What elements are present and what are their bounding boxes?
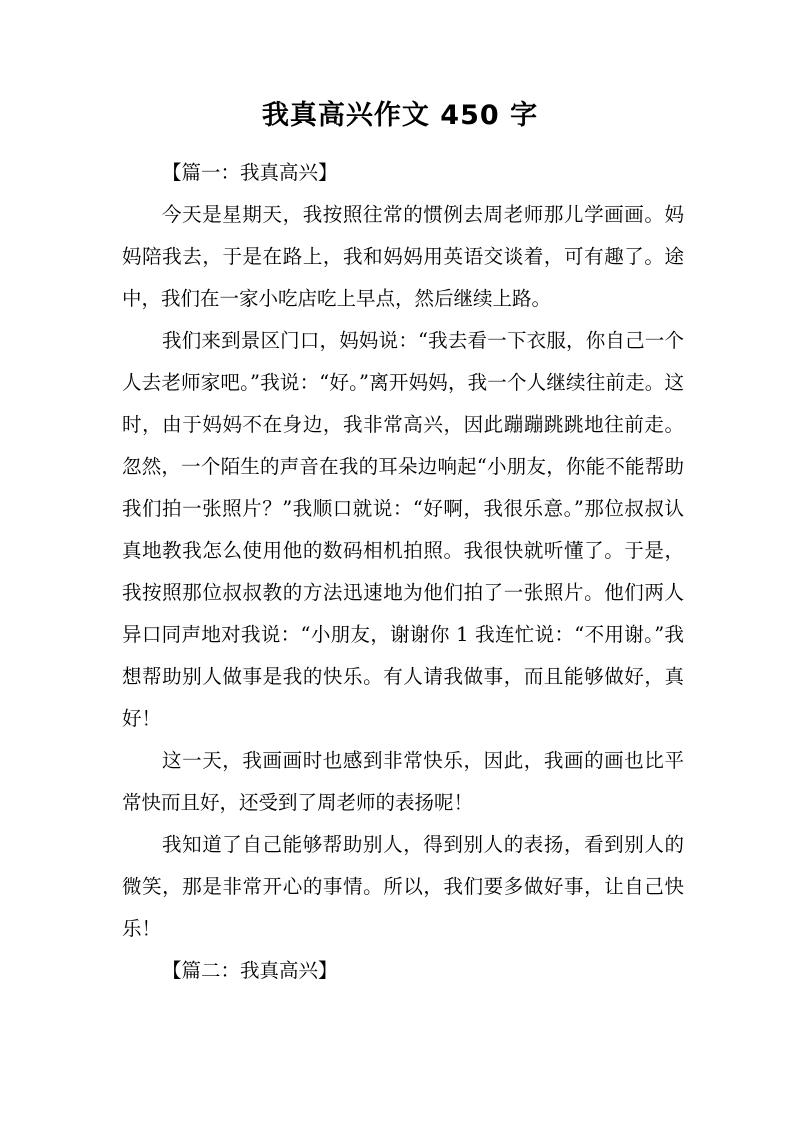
paragraph-4: 我知道了自己能够帮助别人，得到别人的表扬，看到别人的微笑，那是非常开心的事情。所以，我们要多做好事，让自己快乐！ xyxy=(122,833,684,940)
paragraph-1: 今天是星期天，我按照往常的惯例去周老师那儿学画画。妈妈陪我去，于是在路上，我和妈妈用英语交谈着，可有趣了。途中，我们在一家小吃店吃上早点，然后继续上路。 xyxy=(122,203,684,310)
section-heading-2: 【篇二：我真高兴】 xyxy=(162,959,338,982)
paragraph-3: 这一天，我画画时也感到非常快乐，因此，我画的画也比平常快而且好，还受到了周老师的表扬呢！ xyxy=(122,749,684,814)
section-heading-1: 【篇一：我真高兴】 xyxy=(162,161,338,184)
document-body xyxy=(122,152,684,992)
paragraph-2: 我们来到景区门口，妈妈说：“我去看一下衣服，你自己一个人去老师家吧。”我说：“好。”离开妈妈，我一个人继续往前走。这时，由于妈妈不在身边，我非常高兴，因此蹦蹦跳跳地往前走。忽然，一个陌生的声音在我的耳朵边响起“小朋友，你能不能帮助我们拍一张照片？”我顺口就说：“好啊，我很乐意。”那位叔叔认真地教我怎么使用他的数码相机拍照。我很快就听懂了。于是，我按照那位叔叔教的方法迅速地为他们拍了一张照片。他们两人异口同声地对我说：“小朋友，谢谢你 1 我连忙说：“不用谢。”我想帮助别人做事是我的快乐。有人请我做事，而且能够做好，真好！ xyxy=(122,329,684,730)
document-title: 我真高兴作文 450 字 xyxy=(261,100,539,131)
